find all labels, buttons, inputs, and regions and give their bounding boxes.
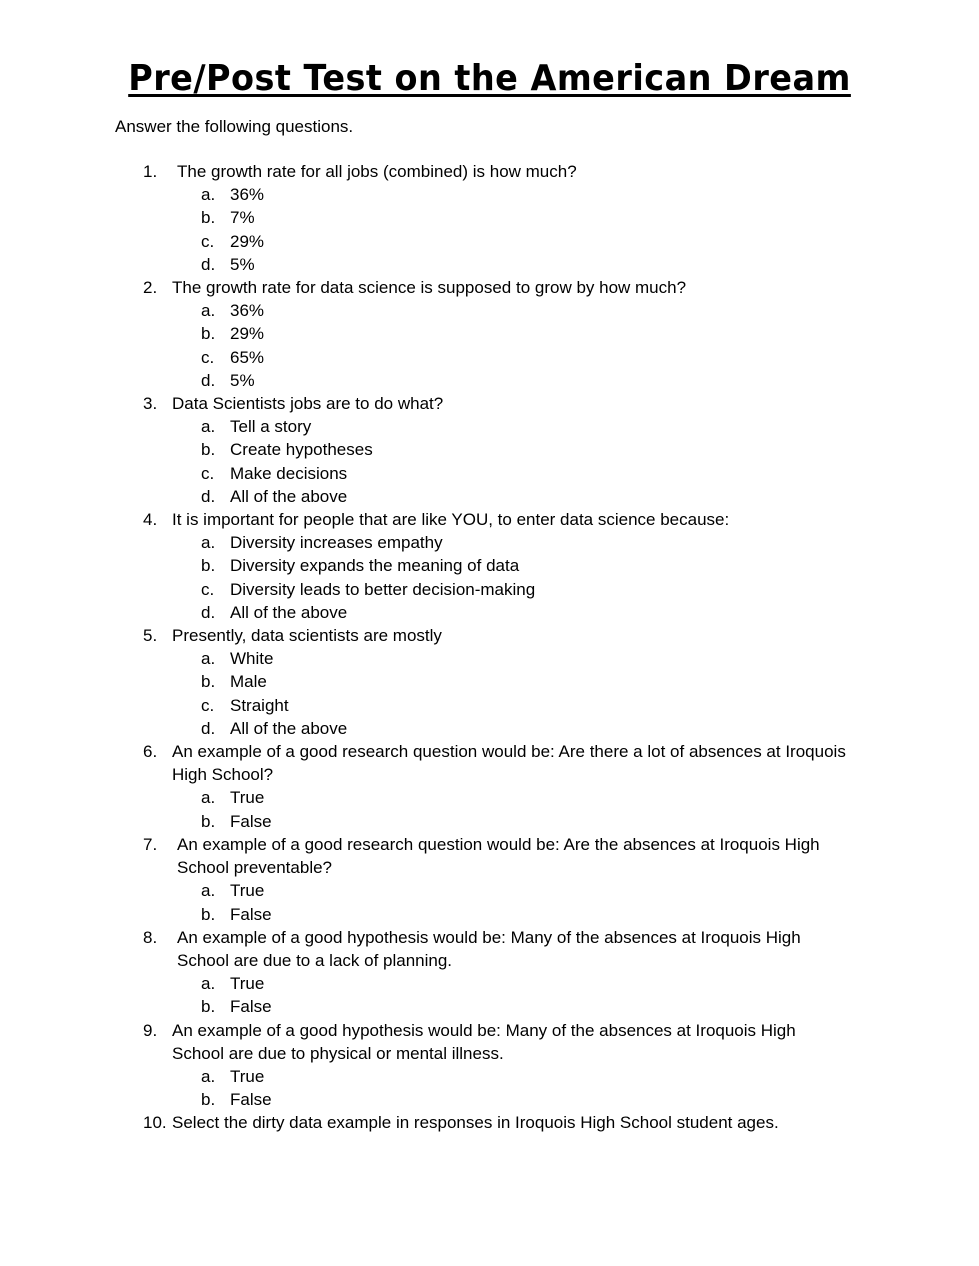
option-text: False — [230, 1090, 272, 1110]
option-text: White — [230, 649, 274, 669]
answer-option — [0, 694, 979, 717]
option-letter: c. — [201, 231, 215, 251]
option-letter: b. — [201, 997, 216, 1017]
option-letter: b. — [201, 208, 216, 228]
option-letter: d. — [201, 254, 216, 274]
question-text: Data Scientists jobs are to do what? — [172, 394, 444, 414]
option-letter: b. — [201, 1090, 216, 1110]
option-letter: a. — [201, 788, 216, 808]
option-text: 5% — [230, 254, 255, 274]
option-text: Make decisions — [230, 463, 348, 483]
title-block — [0, 58, 979, 99]
answer-option — [0, 531, 979, 554]
answer-option — [0, 601, 979, 624]
question-list — [0, 160, 979, 1135]
question-item — [0, 508, 979, 531]
answer-option — [0, 972, 979, 995]
question-number: 7. — [143, 834, 158, 854]
answer-option — [0, 786, 979, 809]
answer-option — [0, 322, 979, 345]
answer-option — [0, 879, 979, 902]
option-letter: b. — [201, 440, 216, 460]
question-text: Select the dirty data example in responses in Iroquois High School student ages. — [172, 1113, 779, 1133]
answer-option — [0, 369, 979, 392]
option-letter: c. — [201, 347, 215, 367]
option-text: True — [230, 788, 265, 808]
answer-option — [0, 995, 979, 1018]
question-number: 9. — [143, 1020, 158, 1040]
option-text: True — [230, 974, 265, 994]
question-text: An example of a good research question would be: Are there a lot of absences at Iroquois High School? — [172, 742, 846, 785]
question-number: 8. — [143, 927, 158, 947]
option-letter: b. — [201, 811, 216, 831]
question-number: 10. — [143, 1113, 167, 1133]
option-letter: d. — [201, 370, 216, 390]
option-text: 29% — [230, 324, 265, 344]
question-item — [0, 160, 979, 183]
instruction-text: Answer the following questions. — [115, 117, 354, 136]
answer-option — [0, 717, 979, 740]
option-text: All of the above — [230, 602, 348, 622]
question-text: It is important for people that are like YOU, to enter data science because: — [172, 510, 730, 530]
option-text: Male — [230, 672, 267, 692]
option-text: True — [230, 1066, 265, 1086]
option-text: False — [230, 904, 272, 924]
question-item — [0, 926, 979, 972]
option-letter: b. — [201, 672, 216, 692]
question-item — [0, 392, 979, 415]
option-text: 36% — [230, 185, 265, 205]
option-text: 29% — [230, 231, 265, 251]
answer-option — [0, 230, 979, 253]
option-text: Diversity expands the meaning of data — [230, 556, 520, 576]
option-letter: a. — [201, 974, 216, 994]
option-text: Diversity increases empathy — [230, 533, 443, 553]
option-text: 5% — [230, 370, 255, 390]
option-letter: c. — [201, 579, 215, 599]
question-item — [0, 276, 979, 299]
option-letter: b. — [201, 324, 216, 344]
answer-option — [0, 578, 979, 601]
question-text: Presently, data scientists are mostly — [172, 626, 442, 646]
option-text: Create hypotheses — [230, 440, 373, 460]
answer-option — [0, 554, 979, 577]
option-text: Straight — [230, 695, 289, 715]
option-text: 65% — [230, 347, 265, 367]
option-letter: c. — [201, 463, 215, 483]
question-item — [0, 1019, 979, 1065]
answer-option — [0, 903, 979, 926]
answer-option — [0, 415, 979, 438]
answer-option — [0, 299, 979, 322]
option-text: False — [230, 811, 272, 831]
question-text: An example of a good hypothesis would be: Many of the absences at Iroquois High School are due to a lack of planning. — [177, 927, 801, 970]
answer-option — [0, 438, 979, 461]
option-letter: a. — [201, 533, 216, 553]
question-text: The growth rate for data science is supposed to grow by how much? — [172, 278, 687, 298]
answer-option — [0, 206, 979, 229]
question-number: 4. — [143, 510, 158, 530]
answer-option — [0, 1065, 979, 1088]
answer-option — [0, 670, 979, 693]
question-text: The growth rate for all jobs (combined) is how much? — [177, 162, 577, 181]
option-letter: a. — [201, 649, 216, 669]
option-text: 7% — [230, 208, 255, 228]
answer-option — [0, 810, 979, 833]
option-letter: a. — [201, 185, 216, 205]
question-item — [0, 740, 979, 786]
question-number: 2. — [143, 278, 158, 298]
question-item — [0, 624, 979, 647]
answer-option — [0, 647, 979, 670]
option-letter: c. — [201, 695, 215, 715]
option-text: False — [230, 997, 272, 1017]
answer-option — [0, 346, 979, 369]
question-number: 1. — [143, 162, 158, 181]
option-letter: b. — [201, 904, 216, 924]
answer-option — [0, 462, 979, 485]
option-text: 36% — [230, 301, 265, 321]
question-text: An example of a good hypothesis would be: Many of the absences at Iroquois High School are due to physical or mental illness. — [172, 1020, 796, 1063]
page-title: Pre/Post Test on the American Dream — [128, 58, 851, 99]
option-text: All of the above — [230, 718, 348, 738]
option-text: Tell a story — [230, 417, 312, 437]
question-item — [0, 833, 979, 879]
question-number: 5. — [143, 626, 158, 646]
option-letter: d. — [201, 718, 216, 738]
answer-option — [0, 183, 979, 206]
answer-option — [0, 253, 979, 276]
question-number: 6. — [143, 742, 158, 762]
option-letter: a. — [201, 1066, 216, 1086]
option-letter: d. — [201, 486, 216, 506]
answer-option — [0, 1088, 979, 1111]
option-text: All of the above — [230, 486, 348, 506]
option-letter: a. — [201, 417, 216, 437]
option-letter: d. — [201, 602, 216, 622]
question-number: 3. — [143, 394, 158, 414]
answer-option — [0, 485, 979, 508]
option-text: True — [230, 881, 265, 901]
question-text: An example of a good research question would be: Are the absences at Iroquois High School preventable? — [177, 834, 820, 878]
option-letter: b. — [201, 556, 216, 576]
question-item — [0, 1111, 979, 1134]
option-letter: a. — [201, 881, 216, 901]
option-text: Diversity leads to better decision-making — [230, 579, 536, 599]
option-letter: a. — [201, 301, 216, 321]
